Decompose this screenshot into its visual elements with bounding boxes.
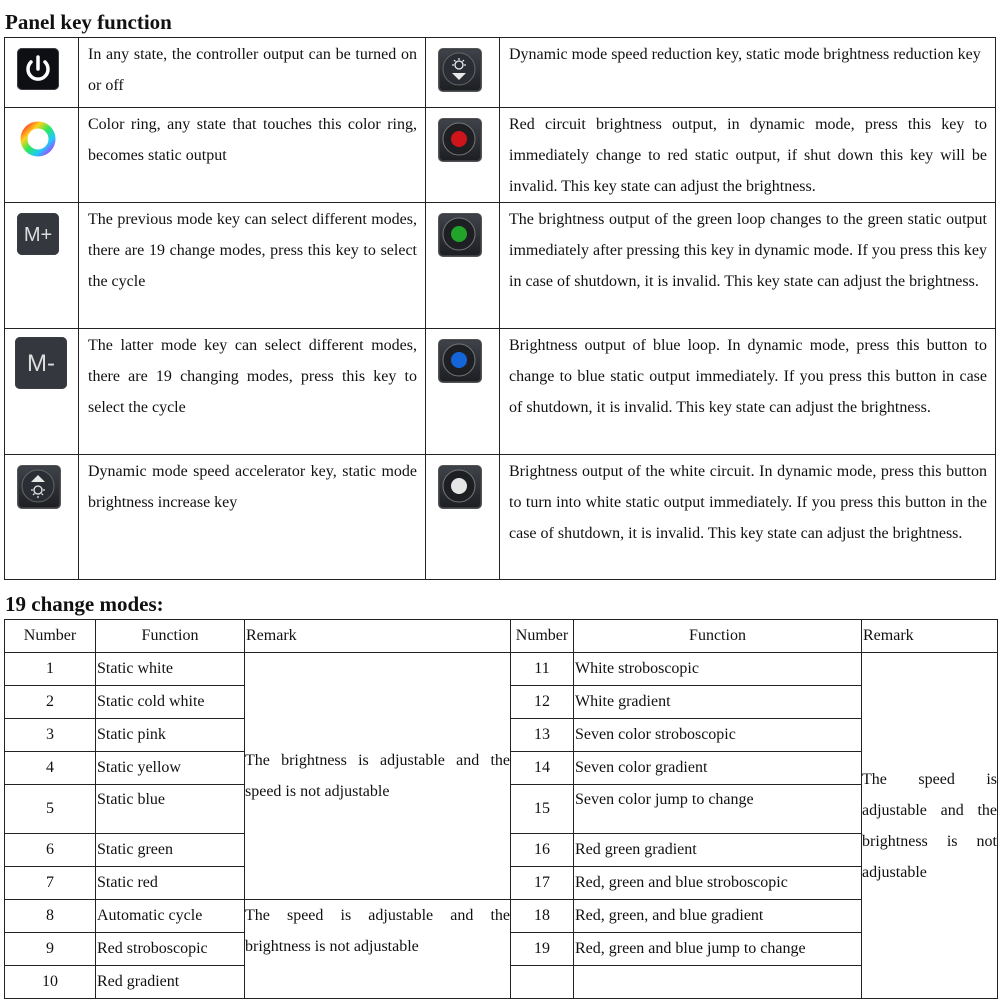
mode-function: Seven color gradient — [574, 752, 862, 785]
mode-number: 14 — [511, 752, 574, 785]
mode-function: Static red — [96, 867, 245, 900]
key-description: Brightness output of blue loop. In dynamic mode, press this button to change to blue static output immediately. If you press this button in case of shutdown, it is invalid. This key state can adjust the brightness. — [500, 329, 996, 455]
key-row — [5, 455, 996, 580]
speed-down-icon — [438, 48, 482, 92]
mode-number: 3 — [5, 719, 96, 752]
remark-auto: The speed is adjustable and the brightness is not adjustable — [245, 900, 511, 999]
remark-static: The brightness is adjustable and the speed is not adjustable — [245, 653, 511, 900]
mode-number: 19 — [511, 933, 574, 966]
header-number: Number — [5, 620, 96, 653]
table-row — [5, 900, 998, 933]
key-description: Color ring, any state that touches this color ring, becomes static output — [79, 108, 426, 203]
header-remark: Remark — [862, 620, 998, 653]
mode-minus-icon — [15, 337, 67, 389]
svg-text:M+: M+ — [23, 224, 53, 246]
key-description: Dynamic mode speed reduction key, static mode brightness reduction key — [500, 38, 996, 108]
mode-function: White gradient — [574, 686, 862, 719]
mode-function: Static white — [96, 653, 245, 686]
mode-function: Red, green and blue stroboscopic — [574, 867, 862, 900]
mode-number: 5 — [5, 785, 96, 834]
mode-number: 9 — [5, 933, 96, 966]
mode-number: 6 — [5, 834, 96, 867]
power-icon — [17, 48, 59, 90]
mode-number-empty — [511, 966, 574, 999]
mode-number: 16 — [511, 834, 574, 867]
mode-number: 10 — [5, 966, 96, 999]
table-row — [5, 653, 998, 686]
mode-number: 8 — [5, 900, 96, 933]
blue-button-icon — [438, 339, 482, 383]
mode-number: 18 — [511, 900, 574, 933]
mode-function-empty — [574, 966, 862, 999]
mode-function: Red gradient — [96, 966, 245, 999]
white-button-icon — [438, 465, 482, 509]
key-row — [5, 203, 996, 329]
svg-text:M-: M- — [27, 350, 55, 377]
key-row — [5, 38, 996, 108]
key-description: Dynamic mode speed accelerator key, static mode brightness increase key — [79, 455, 426, 580]
header-number: Number — [511, 620, 574, 653]
mode-function: Red, green, and blue gradient — [574, 900, 862, 933]
green-button-icon — [438, 213, 482, 257]
red-button-icon — [438, 118, 482, 162]
panel-key-table — [4, 37, 996, 580]
color-ring-icon — [17, 118, 59, 160]
mode-function: Static cold white — [96, 686, 245, 719]
mode-number: 1 — [5, 653, 96, 686]
speed-up-icon — [17, 465, 61, 509]
mode-function: White stroboscopic — [574, 653, 862, 686]
mode-number: 7 — [5, 867, 96, 900]
header-remark: Remark — [245, 620, 511, 653]
header-function: Function — [96, 620, 245, 653]
mode-number: 2 — [5, 686, 96, 719]
table-header-row — [5, 620, 998, 653]
header-function: Function — [574, 620, 862, 653]
mode-function: Static blue — [96, 785, 245, 834]
modes-table — [4, 619, 998, 999]
key-description: In any state, the controller output can be turned on or off — [79, 38, 426, 108]
mode-function: Seven color stroboscopic — [574, 719, 862, 752]
mode-function: Static pink — [96, 719, 245, 752]
remark-dynamic: The speed is adjustable and the brightness is not adjustable — [862, 653, 998, 999]
key-description: The previous mode key can select different modes, there are 19 change modes, press this key to select the cycle — [79, 203, 426, 329]
mode-function: Seven color jump to change — [574, 785, 862, 834]
mode-function: Red green gradient — [574, 834, 862, 867]
key-description: The brightness output of the green loop changes to the green static output immediately after pressing this key in dynamic mode. If you press this key in case of shutdown, it is invalid. This key state can adjust the brightness. — [500, 203, 996, 329]
mode-function: Static yellow — [96, 752, 245, 785]
mode-number: 11 — [511, 653, 574, 686]
mode-number: 17 — [511, 867, 574, 900]
mode-number: 12 — [511, 686, 574, 719]
mode-function: Red, green and blue jump to change — [574, 933, 862, 966]
mode-number: 15 — [511, 785, 574, 834]
key-description: The latter mode key can select different modes, there are 19 changing modes, press this key to select the cycle — [79, 329, 426, 455]
key-row — [5, 108, 996, 203]
mode-function: Static green — [96, 834, 245, 867]
key-description: Red circuit brightness output, in dynamic mode, press this key to immediately change to red static output, if shut down this key will be invalid. This key state can adjust the brightness. — [500, 108, 996, 203]
panel-key-heading: Panel key function — [5, 10, 172, 34]
mode-plus-icon — [17, 213, 59, 255]
mode-number: 13 — [511, 719, 574, 752]
key-description: Brightness output of the white circuit. In dynamic mode, press this button to turn into white static output immediately. If you press this button in the case of shutdown, it is invalid. This key state can adjust the brightness. — [500, 455, 996, 580]
modes-heading: 19 change modes: — [5, 592, 164, 616]
mode-number: 4 — [5, 752, 96, 785]
key-row — [5, 329, 996, 455]
mode-function: Red stroboscopic — [96, 933, 245, 966]
mode-function: Automatic cycle — [96, 900, 245, 933]
